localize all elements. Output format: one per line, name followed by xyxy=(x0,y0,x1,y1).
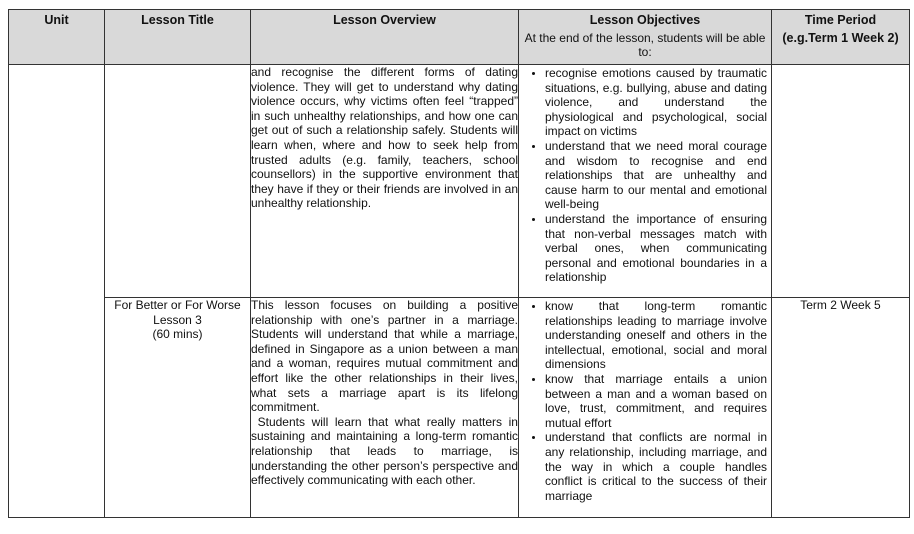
lesson-title-line: For Better or For Worse xyxy=(114,298,241,312)
lesson-title-cell xyxy=(105,65,251,298)
table-row xyxy=(9,298,910,518)
header-time-period-example: (e.g.Term 1 Week 2) xyxy=(782,30,899,45)
table-row xyxy=(9,65,910,298)
lesson-title-cell xyxy=(105,298,251,518)
overview-text-2: Students will learn that what really matters in sustaining and maintaining a long-term romantic relationship that leads to marriage, is understanding the other person’s perspective and effectively communicating with each other. xyxy=(251,414,522,488)
overview-text: This lesson focuses on building a positive relationship with one’s partner in a marriage. Students will understand that while a marriage, defined in Singapore as a union between a man and a woman, requires mutual commitment and effort like the other relationships in their lives, what sets a marriage apart is its lifelong commitment. xyxy=(251,298,518,415)
header-row xyxy=(9,10,910,65)
lesson-overview-cell xyxy=(251,65,519,298)
objective-item: • understand the importance of ensuring that non-verbal messages match with verbal ones, when communicating personal and emotional boundaries in a relationship xyxy=(545,212,767,285)
objective-item: • know that marriage entails a union between a man and a woman based on love, trust, commitment, and requires mutual effort xyxy=(545,372,767,430)
lesson-objectives-cell xyxy=(519,298,772,518)
header-lesson-title: Lesson Title xyxy=(105,10,251,65)
objective-item: • know that long-term romantic relationships leading to marriage involve understanding oneself and others in the intellectual, emotional, social and moral dimensions xyxy=(545,299,767,372)
objective-item: • understand that we need moral courage and wisdom to recognise and end relationships that are unhealthy and cause harm to our mental and emotional well-being xyxy=(545,139,767,212)
unit-cell xyxy=(9,65,105,518)
header-unit: Unit xyxy=(9,10,105,65)
time-period-cell: Term 2 Week 5 xyxy=(772,298,910,518)
lesson-objectives-cell xyxy=(519,65,772,298)
header-lesson-overview: Lesson Overview xyxy=(251,10,519,65)
objective-item: • recognise emotions caused by traumatic situations, e.g. bullying, abuse and dating violence, and understand the physiological and psychological, social impact on victims xyxy=(545,66,767,139)
lesson-duration-line: (60 mins) xyxy=(152,327,203,342)
header-objectives-subtitle: At the end of the lesson, students will be able to: xyxy=(524,30,766,59)
objectives-list xyxy=(519,298,771,503)
lesson-plan-table xyxy=(8,9,910,518)
objectives-list xyxy=(519,65,771,285)
objective-item: • understand that conflicts are normal in any relationship, including marriage, and the way in which a couple handles conflict is critical to the success of their marriage xyxy=(545,430,767,503)
header-lesson-objectives: Lesson Objectives At the end of the lesson, students will be able to: xyxy=(519,10,772,65)
lesson-overview-cell xyxy=(251,298,522,518)
header-time-period: Time Period (e.g.Term 1 Week 2) xyxy=(772,10,910,65)
overview-text: and recognise the different forms of dating violence. They will get to understand why dating violence occurs, why victims often feel “trapped” in such unhealthy relationships, and how one can get out of such a relationship safely. Students will learn when, where and how to seek help from trusted adults (e.g. family, teachers, school counsellors) in the supportive environment that they have if they or their friends are involved in an unhealthy relationship. xyxy=(251,65,518,211)
lesson-number-line: Lesson 3 xyxy=(153,312,202,327)
time-period-cell xyxy=(772,65,910,298)
